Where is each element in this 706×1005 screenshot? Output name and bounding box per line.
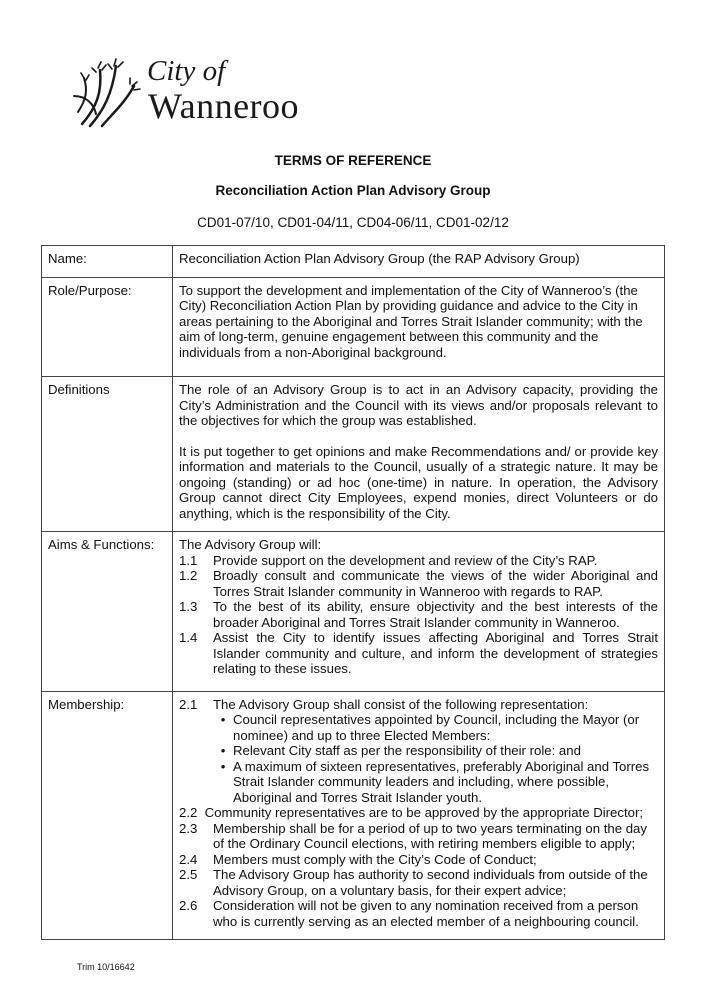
row-membership [42,691,665,940]
label-aims: Aims & Functions: [42,532,173,692]
bullet-icon: • [220,712,226,727]
bullet-item [213,743,658,759]
bullet-text: Relevant City staff as per the responsibility of their role: and [233,743,581,758]
item-text: Provide support on the development and review of the City’s RAP. [213,552,598,568]
label-role: Role/Purpose: [42,277,173,377]
item-text: Membership shall be for a period of up to two years terminating on the day of the Ordinary Council elections, with retiring members eligible to apply; [213,820,647,851]
list-item [179,867,658,898]
logo-line-wanneroo: Wanneroo [148,86,300,126]
list-item [179,568,658,599]
content-definitions [173,377,665,532]
bullet-icon: • [220,743,226,758]
item-number: 2.4 [179,851,198,867]
document-subtitle: Reconciliation Action Plan Advisory Group [215,183,491,198]
reference-codes: CD01-07/10, CD01-04/11, CD04-06/11, CD01-02/12 [197,215,509,230]
item-text: Assist the City to identify issues affecting Aboriginal and Torres Strait Islander community and culture, and inform the development of strategies relating to these issues. [213,630,658,676]
item-number: 2.6 [179,898,198,913]
item-number: 2.1 [179,696,198,712]
row-definitions [42,377,665,532]
definitions-paragraph-2: It is put together to get opinions and make Recommendations and/ or provide key information and materials to the Council, usually of a strategic nature. It may be ongoing (standing) or ad hoc (one-time) in nature. In operation, the Advisory Group cannot direct City Employees, expend monies, direct Volunteers or do anything, which is the responsibility of the City. [179,443,658,521]
terms-table [41,245,665,940]
list-item [179,821,658,852]
label-membership: Membership: [42,691,173,940]
trim-reference: Trim 10/16642 [77,962,135,972]
bullet-text: Council representatives appointed by Council, including the Mayor (or nominee) and up to three Elected Members: [233,712,640,743]
content-aims [173,532,665,692]
list-item [179,805,658,821]
item-number: 2.2 [179,805,198,820]
row-name [42,246,665,278]
item-number: 1.1 [179,552,198,568]
item-text: To the best of its ability, ensure objectivity and the best interests of the broader Aboriginal and Torres Strait Islander community in Wanneroo. [213,599,658,630]
item-number: 2.3 [179,820,198,836]
content-membership [173,691,665,940]
label-definitions: Definitions [42,377,173,532]
content-role: To support the development and implementation of the City of Wanneroo’s (the City) Reconciliation Action Plan by providing guidance and advice to the City in areas pertaining to the Aboriginal and Torres Strait Islander community; with the aim of long-term, genuine engagement between this community and the individuals from a non-Aboriginal background. [173,277,665,377]
content-name: Reconciliation Action Plan Advisory Group (the RAP Advisory Group) [173,246,665,278]
row-role [42,277,665,377]
item-number: 1.4 [179,630,198,645]
document-title: TERMS OF REFERENCE [274,153,432,168]
bullet-icon: • [220,758,226,774]
item-text: Broadly consult and communicate the views of the wider Aboriginal and Torres Strait Islander community in Wanneroo with regards to RAP. [213,568,658,599]
row-aims [42,532,665,692]
item-text: Members must comply with the City’s Code of Conduct; [213,851,537,867]
item-text: Community representatives are to be approved by the appropriate Director; [204,805,644,820]
list-item [179,898,658,929]
item-number: 1.3 [179,599,198,614]
item-number: 2.5 [179,867,198,882]
item-text: The Advisory Group shall consist of the following representation: [213,696,589,712]
item-number: 1.2 [179,568,198,583]
list-item [179,852,658,868]
list-item [179,630,658,677]
bullet-item [213,759,658,806]
kangaroo-paw-emblem-icon [72,52,152,132]
item-text: The Advisory Group has authority to second individuals from outside of the Advisory Group, on a voluntary basis, for their expert advice; [213,867,648,898]
bullet-item [213,712,658,743]
label-name: Name: [42,246,173,278]
list-item [179,553,658,569]
aims-intro: The Advisory Group will: [179,537,322,552]
item-text: Consideration will not be given to any nomination received from a person who is currently serving as an elected member of a neighbouring council. [213,898,639,929]
definitions-paragraph-1: The role of an Advisory Group is to act in an Advisory capacity, providing the City’s Administration and the Council with its views and/or proposals relevant to the objectives for which the group was established. [179,382,658,428]
logo-line-city: City of [147,55,226,87]
list-item [179,599,658,630]
bullet-text: A maximum of sixteen representatives, preferably Aboriginal and Torres Strait Islander community leaders and including, where possible, Aboriginal and Torres Strait Islander youth. [233,758,650,805]
list-item [179,697,658,713]
